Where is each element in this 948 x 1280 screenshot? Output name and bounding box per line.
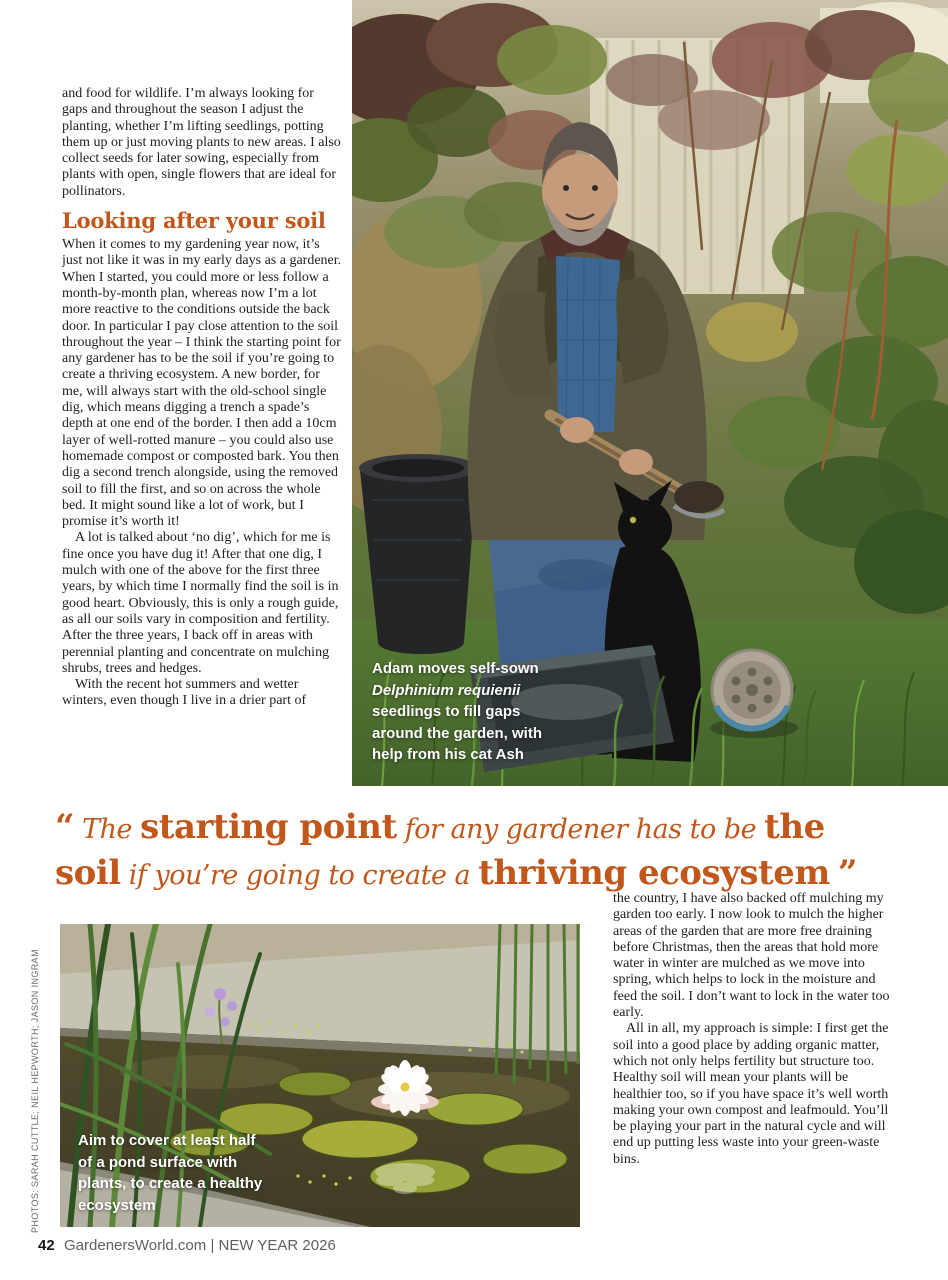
main-photo — [352, 0, 948, 786]
soil-on-trowel — [674, 481, 724, 513]
caption-text: Adam moves self-sown — [372, 660, 539, 677]
body-paragraph: A lot is talked about ‘no dig’, which for me is fine once you have dug it! After that one dig, I mulch with one of the above for the first three years, by which time I normally find the soil is in good heart. Obviously, this is only a rough guide, as all our soils vary in composition and fertility. After the three years, I back off in areas with perennial planting and concentrate on mulching shrubs, trees and hedges. — [62, 530, 339, 676]
body-paragraph: When it comes to my gardening year now, it’s just not like it was in my early days as a gardener. When I started, you could more or less follow a month-by-month plan, whereas now I’m a lot more reactive to the conditions outside the back door. In particular I pay close attention to the soil throughout the year – I think the starting point for any gardener has to be the soil if you’re going to create a thriving ecosystem. A new border, for me, will always start with the old-school single dig, which means digging a trench a spade’s depth at one end of the border. I then add a 10cm layer of well-rotted manure – you could also use homemade compost or composted bark. You then dig a second trench alongside, using the removed soil to fill the first, and so on across the whole bed. It might sound like a lot of work, but I promise it’s worth it! — [62, 237, 342, 530]
body-paragraph: With the recent hot summers and wetter winters, even though I live in a drier part of — [62, 677, 307, 709]
article-column-left — [62, 86, 343, 710]
body-paragraph: All in all, my approach is simple: I first get the soil into a good place by adding organic matter, which not only helps fertility but structure too. Healthy soil will mean your plants will be healthier too, so if you have space it’s well worth making your own compost and leafmould. You’ll be playing your part in the natural cycle and will end up putting less waste into your green-waste bins. — [613, 1021, 889, 1167]
pond-photo — [60, 924, 580, 1227]
caption-species-name: Delphinium requienii — [372, 681, 521, 699]
caption-text: seedlings to fill gaps around the garden, with help from his cat Ash — [372, 703, 543, 763]
photo-credit: PHOTOS: SARAH CUTTLE; NEIL HEPWORTH; JASON INGRAM — [30, 949, 40, 1233]
page-number: 42 — [38, 1237, 55, 1254]
section-heading: Looking after your soil — [62, 208, 326, 234]
body-paragraph: and food for wildlife. I’m always looking for gaps and throughout the season I adjust the planting, whether I’m lifting seedlings, potting them up or just moving plants to new areas. I also collect seeds for later sowing, especially from plants with open, single flowers that are ideal for pollinators. — [62, 86, 341, 199]
close-quote-mark: ” — [837, 853, 857, 893]
caption-text: Aim to cover at least half of a pond surface with plants, to create a healthy ecosystem — [78, 1132, 263, 1214]
open-quote-mark: “ — [55, 807, 75, 847]
hand — [619, 449, 653, 475]
shirt — [556, 256, 620, 432]
cat-head — [618, 500, 672, 554]
pull-quote — [55, 804, 915, 896]
pull-quote-line-1: “ The starting point for any gardener has to be the — [55, 807, 825, 847]
article-column-right — [613, 891, 896, 1168]
hand — [560, 417, 594, 443]
footer-brand: GardenersWorld.com | NEW YEAR 2026 — [64, 1237, 336, 1254]
body-paragraph: the country, I have also backed off mulching my garden too early. I now look to mulch the higher areas of the garden that are more free draining before Christmas, then the areas that hold more water in winter are mulched as we move into spring, which helps to lock in the moisture and feed the soil. I don’t want to lock in the water too early. — [613, 891, 890, 1021]
photo-caption-pond — [78, 1130, 270, 1216]
photo-caption-main — [372, 658, 550, 766]
pull-quote-line-2: soil if you’re going to create a thriving ecosystem ” — [55, 853, 857, 893]
cat-eye — [630, 517, 636, 523]
